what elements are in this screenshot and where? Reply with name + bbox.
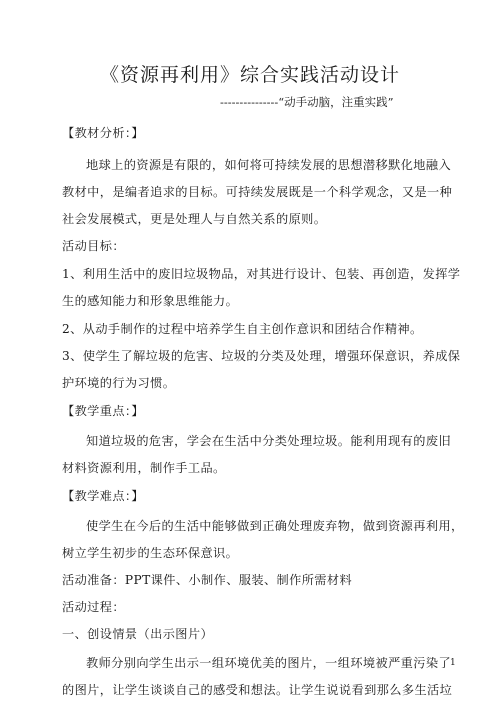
key-points-text-line: 知道垃圾的危害，学会在生活中分类处理垃圾。能利用现有的废旧 xyxy=(86,434,452,448)
analysis-text-line: 社会发展模式，更是处理人与自然关系的原则。 xyxy=(62,212,327,226)
goals-heading: 活动目标： xyxy=(62,239,125,253)
step-1-text-line: 教师分别向学生出示一组环境优美的图片，一组环境被严重污染了 xyxy=(86,656,452,670)
difficulty-text-line: 树立学生初步的生态环保意识。 xyxy=(62,546,239,560)
step-1-heading: 一、创设情景（出示图片） xyxy=(62,627,214,641)
key-points-text-line: 材料资源利用，制作手工品。 xyxy=(62,461,226,475)
section-heading-key-points: 【教学重点：】 xyxy=(62,404,145,418)
analysis-text-line: 教材中，是编者追求的目标。可持续发展既是一个科学观念，又是一种 xyxy=(62,185,453,199)
goal-item-1: 1、利用生活中的废旧垃圾物品，对其进行设计、包装、再创造，发挥学 xyxy=(62,267,461,281)
process-heading: 活动过程： xyxy=(62,600,125,614)
goal-item-2: 2、从动手制作的过程中培养学生自主创作意识和团结合作精神。 xyxy=(62,322,423,336)
page-title: 《资源再利用》综合实践活动设计 xyxy=(99,64,400,86)
section-heading-analysis: 【教材分析：】 xyxy=(62,126,145,140)
goal-item-3-cont: 护环境的行为习惯。 xyxy=(62,376,176,390)
goal-item-3: 3、使学生了解垃圾的危害、垃圾的分类及处理，增强环保意识，养成保 xyxy=(62,349,461,363)
section-heading-difficulty: 【教学难点：】 xyxy=(62,489,145,503)
page-number: 1 xyxy=(450,658,456,668)
difficulty-text-line: 使学生在今后的生活中能够做到正确处理废弃物，做到资源再利用， xyxy=(86,519,464,533)
goal-item-1-cont: 生的感知能力和形象思维能力。 xyxy=(62,294,239,308)
analysis-text-line: 地球上的资源是有限的，如何将可持续发展的思想潜移默化地融入 xyxy=(86,158,452,172)
preparation-line: 活动准备：PPT课件、小制作、服装、制作所需材料 xyxy=(62,573,353,587)
page-subtitle: ---------------“动手动脑，注重实践” xyxy=(220,95,394,109)
step-1-text-line: 的图片，让学生谈谈自己的感受和想法。让学生说说看到那么多生活垃 xyxy=(62,683,453,697)
